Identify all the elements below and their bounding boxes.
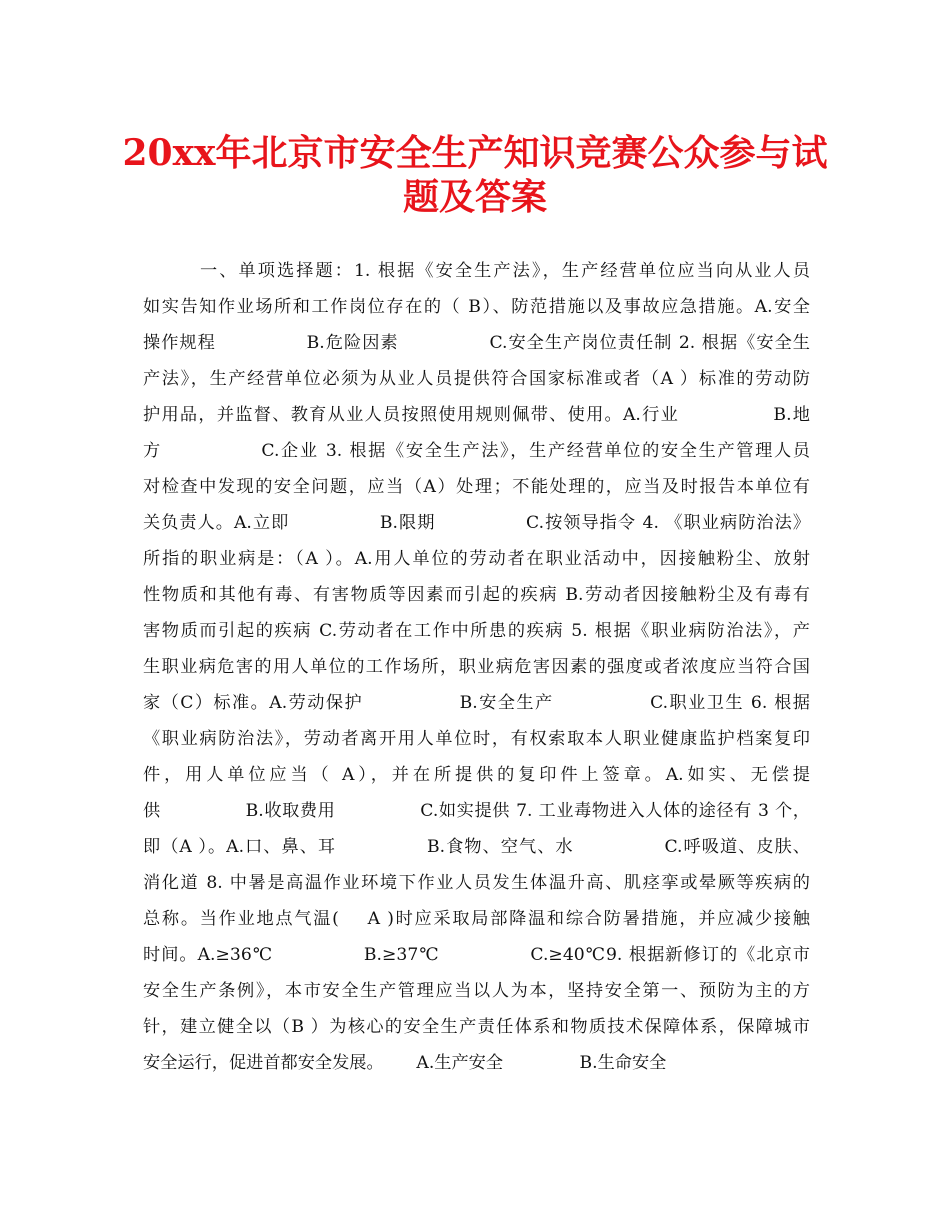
body-text-line: 性物质和其他有毒、有害物质等因素而引起的疾病 B.劳动者因接触粉尘及有毒有 bbox=[143, 585, 810, 605]
body-text-line: 所指的职业病是：（A ）。A.用人单位的劳动者在职业活动中，因接触粉尘、放射 bbox=[143, 549, 810, 569]
body-text-line: 关负责人。A.立即 B.限期 C.按领导指令 4. 《职业病防治法》 bbox=[143, 513, 810, 533]
body-text-line: 方 C.企业 3. 根据《安全生产法》，生产经营单位的安全生产管理人员 bbox=[143, 441, 810, 461]
body-text-line: 时间。A.≥36℃ B.≥37℃ C.≥40℃9. 根据新修订的《北京市 bbox=[143, 945, 810, 965]
body-text-line: 害物质而引起的疾病 C.劳动者在工作中所患的疾病 5. 根据《职业病防治法》，产 bbox=[143, 621, 810, 641]
body-text-line: 一、单项选择题：1. 根据《安全生产法》，生产经营单位应当向从业人员 bbox=[200, 261, 810, 281]
body-text-line: 操作规程 B.危险因素 C.安全生产岗位责任制 2. 根据《安全生 bbox=[143, 333, 810, 353]
body-text-line: 生职业病危害的用人单位的工作场所，职业病危害因素的强度或者浓度应当符合国 bbox=[143, 657, 810, 677]
body-text-line: 针，建立健全以（B ）为核心的安全生产责任体系和物质技术保障体系，保障城市 bbox=[143, 1017, 810, 1037]
body-text-line: 件，用人单位应当（ A），并在所提供的复印件上签章。A.如实、无偿提 bbox=[143, 765, 810, 785]
body-text-line: 对检查中发现的安全问题，应当（A）处理；不能处理的，应当及时报告本单位有 bbox=[143, 477, 810, 497]
body-text-line: 总称。当作业地点气温( A )时应采取局部降温和综合防暑措施，并应减少接触 bbox=[143, 909, 810, 929]
body-text-line: 产法》，生产经营单位必须为从业人员提供符合国家标准或者（A ）标准的劳动防 bbox=[143, 369, 810, 389]
body-text-line: 家（C）标准。A.劳动保护 B.安全生产 C.职业卫生 6. 根据 bbox=[143, 693, 810, 713]
document-title-line-2: 题及答案 bbox=[402, 176, 547, 218]
body-text-line: 供 B.收取费用 C.如实提供 7. 工业毒物进入人体的途径有 3 个， bbox=[143, 801, 810, 821]
document-title-line-1: 20xx年北京市安全生产知识竞赛公众参与试 bbox=[122, 132, 828, 174]
body-text-line: 如实告知作业场所和工作岗位存在的（ B）、防范措施以及事故应急措施。A.安全 bbox=[143, 297, 810, 317]
body-text-line: 安全生产条例》，本市安全生产管理应当以人为本，坚持安全第一、预防为主的方 bbox=[143, 981, 810, 1001]
body-text-line: 《职业病防治法》，劳动者离开用人单位时，有权索取本人职业健康监护档案复印 bbox=[143, 729, 810, 749]
body-text-line: 即（A ）。A.口、鼻、耳 B.食物、空气、水 C.呼吸道、皮肤、 bbox=[143, 837, 810, 857]
body-text-line: 安全运行，促进首都安全发展。 A.生产安全 B.生命安全 bbox=[143, 1053, 667, 1073]
body-text-line: 消化道 8. 中暑是高温作业环境下作业人员发生体温升高、肌痉挛或晕厥等疾病的 bbox=[143, 873, 810, 893]
body-text-line: 护用品，并监督、教育从业人员按照使用规则佩带、使用。A.行业 B.地 bbox=[143, 405, 810, 425]
